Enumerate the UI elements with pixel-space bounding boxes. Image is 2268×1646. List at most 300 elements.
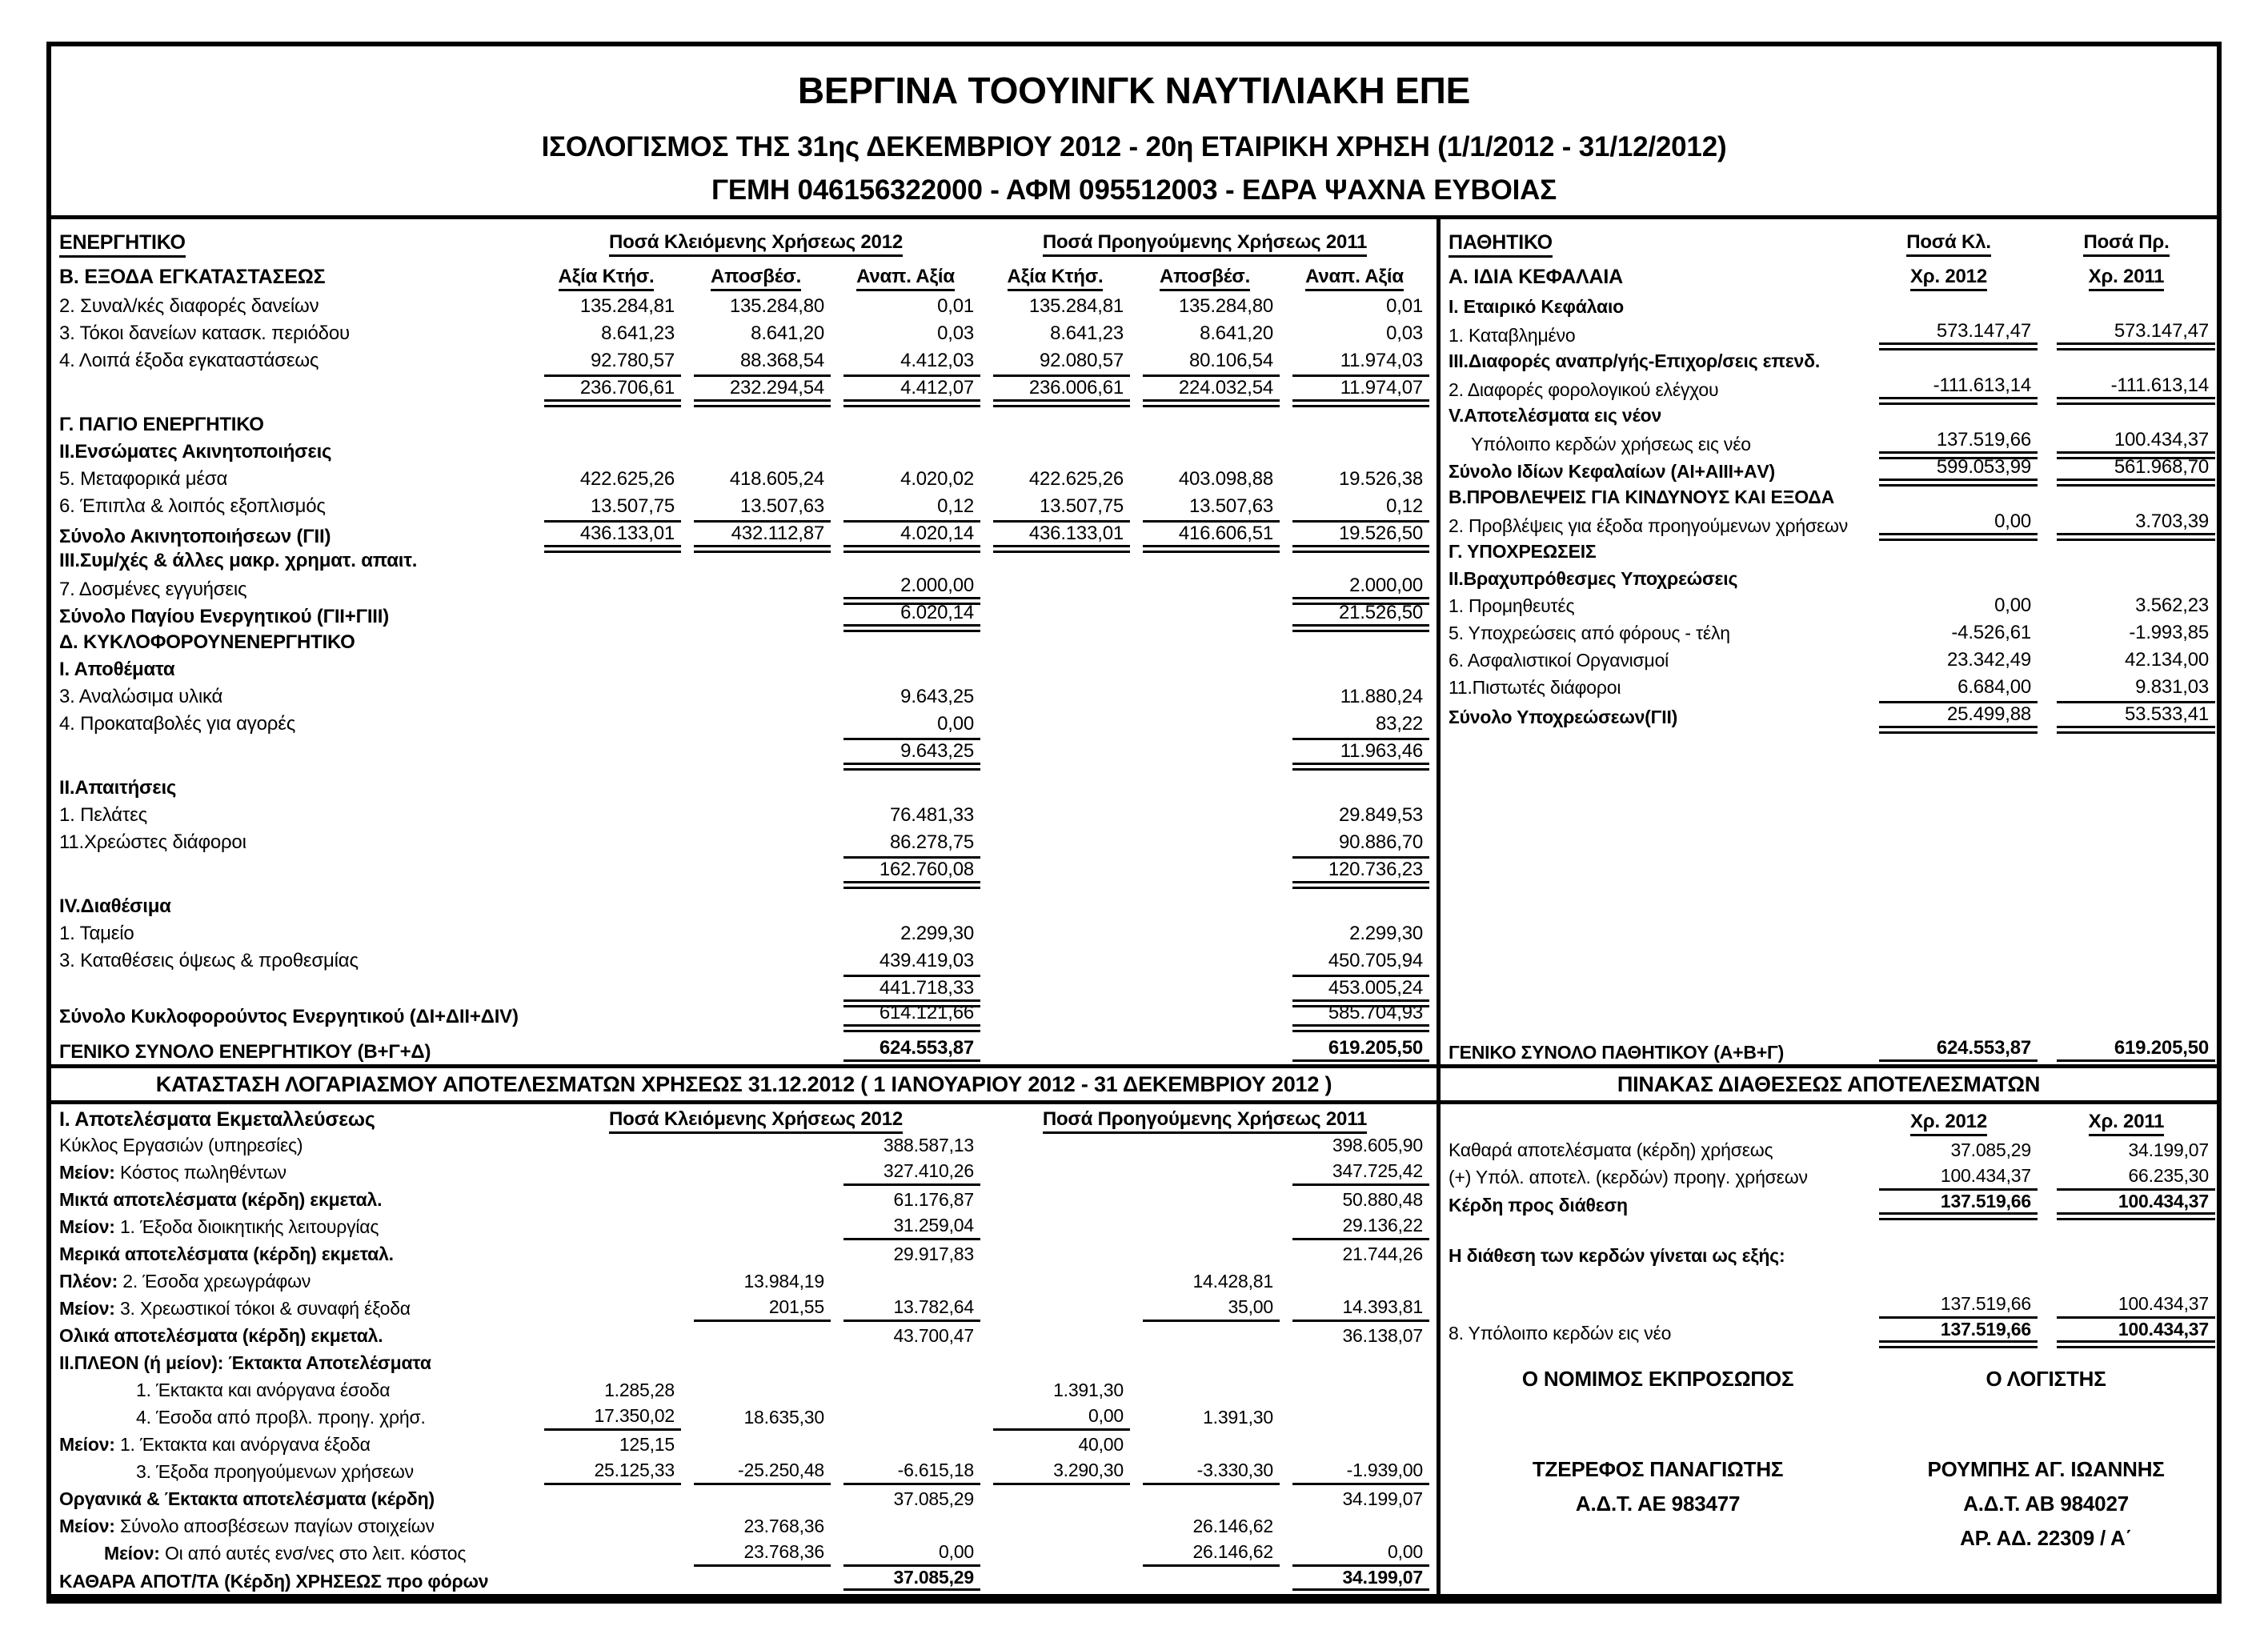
empty-cell xyxy=(694,1431,831,1458)
table-row xyxy=(51,411,1437,439)
table-row xyxy=(51,1240,1437,1268)
row-label: 6. Έπιπλα & λοιπός εξοπλισμός xyxy=(59,495,326,517)
empty-cell xyxy=(544,602,681,632)
row-label: 6. Ασφαλιστικοί Οργανισμοί xyxy=(1449,649,1669,671)
col-head: Αξία Κτήσ. xyxy=(531,266,681,288)
empty-cell xyxy=(843,1376,980,1404)
empty-cell xyxy=(2057,565,2215,592)
empty-cell xyxy=(1143,1159,1280,1186)
empty-cell xyxy=(993,1295,1130,1322)
row-label: 2. Προβλέψεις για έξοδα προηγούμενων χρήσεων xyxy=(1449,515,1849,536)
row-label: ΙΙΙ.Διαφορές αναπρ/γής-Επιχορ/σεις επενδ. xyxy=(1449,350,1821,371)
empty-cell xyxy=(1292,893,1429,920)
table-row xyxy=(51,1512,1437,1540)
empty-cell xyxy=(843,1404,980,1431)
table-row xyxy=(1441,1136,2217,1163)
empty-cell xyxy=(843,765,980,775)
empty-cell xyxy=(993,1159,1130,1186)
table-row xyxy=(1441,1319,2217,1346)
col-head: Αναπ. Αξία xyxy=(1280,266,1429,288)
amount-cell: 11.974,03 xyxy=(1340,350,1423,371)
empty-cell xyxy=(993,629,1130,656)
col-head: Ποσά Πρ. xyxy=(2038,231,2215,254)
amount-cell: 0,00 xyxy=(843,1540,980,1567)
row-label: ΚΑΘΑΡΑ ΑΠΟΤ/ΤΑ (Κέρδη) ΧΡΗΣΕΩΣ προ φόρων xyxy=(59,1571,489,1592)
col-head: Αξία Κτήσ. xyxy=(980,266,1130,288)
table-row xyxy=(51,1002,1437,1029)
empty-cell xyxy=(1143,547,1280,575)
row-label: 3. Αναλώσιμα υλικά xyxy=(59,686,223,707)
empty-cell xyxy=(544,1268,681,1295)
table-row xyxy=(51,1376,1437,1404)
empty-cell xyxy=(544,411,681,439)
table-row xyxy=(51,765,1437,775)
row-label: Γ. ΠΑΓΙΟ ΕΝΕΡΓΗΤΙΚΟ xyxy=(59,414,264,435)
amount-cell: 40,00 xyxy=(1078,1433,1124,1455)
table-row xyxy=(1441,511,2217,538)
amount-cell: 13.507,63 xyxy=(740,495,824,517)
row-label: Σύνολο Παγίου Ενεργητικού (ΓΙΙ+ΓΙΙΙ) xyxy=(59,606,390,627)
empty-cell xyxy=(1143,1376,1280,1404)
table-row xyxy=(51,629,1437,656)
empty-cell xyxy=(993,765,1130,775)
banner-appropriation: ΠΙΝΑΚΑΣ ΔΙΑΘΕΣΕΩΣ ΑΠΟΤΕΛΕΣΜΑΤΩΝ xyxy=(1617,1071,2041,1096)
empty-cell xyxy=(993,1002,1130,1032)
empty-cell xyxy=(694,920,831,947)
document-header xyxy=(51,46,2217,219)
amount-cell: 236.006,61 xyxy=(993,374,1130,407)
amount-cell: 88.368,54 xyxy=(740,350,824,371)
amount-cell: -1.993,85 xyxy=(2129,622,2209,643)
amount-cell: 624.553,87 xyxy=(1879,1037,2038,1064)
amount-cell: 422.625,26 xyxy=(1028,468,1124,490)
amount-cell: 26.146,62 xyxy=(1192,1515,1273,1536)
amount-cell: 6.684,00 xyxy=(1957,676,2031,698)
empty-cell xyxy=(544,656,681,683)
empty-cell xyxy=(1143,411,1280,439)
amount-cell: 8.641,23 xyxy=(601,322,675,344)
empty-cell xyxy=(1292,1376,1429,1404)
amount-cell: 614.121,66 xyxy=(843,1002,980,1032)
amount-cell: 31.259,04 xyxy=(843,1213,980,1240)
amount-cell: 8.641,20 xyxy=(751,322,824,344)
empty-cell xyxy=(843,1268,980,1295)
amount-cell: 327.410,26 xyxy=(843,1159,980,1186)
row-label: 1. Προμηθευτές xyxy=(1449,595,1575,616)
amount-cell: 25.125,33 xyxy=(544,1458,681,1485)
amount-cell: 26.146,62 xyxy=(1143,1540,1280,1567)
amount-cell: 0,00 xyxy=(1292,1540,1429,1567)
amount-cell: -3.330,30 xyxy=(1143,1458,1280,1485)
amount-cell: 83,22 xyxy=(1375,713,1423,735)
empty-cell xyxy=(694,1002,831,1032)
empty-cell xyxy=(694,1567,831,1594)
amount-cell: 50.880,48 xyxy=(1342,1188,1423,1210)
amount-cell: 561.968,70 xyxy=(2057,456,2215,487)
empty-cell xyxy=(993,575,1130,605)
amount-cell: 29.136,22 xyxy=(1292,1213,1429,1240)
row-label: Σύνολο Ιδίων Κεφαλαίων (ΑΙ+ΑΙΙΙ+ΑV) xyxy=(1449,460,1775,482)
empty-cell xyxy=(1143,629,1280,656)
empty-cell xyxy=(694,711,831,738)
empty-cell xyxy=(694,1376,831,1404)
empty-cell xyxy=(993,1268,1130,1295)
amount-cell: 137.519,66 xyxy=(1879,429,2038,459)
empty-cell xyxy=(843,775,980,802)
amount-cell: 11.974,07 xyxy=(1292,374,1429,407)
table-row xyxy=(51,547,1437,575)
empty-cell xyxy=(993,1485,1130,1512)
table-row xyxy=(1441,1191,2217,1218)
table-row xyxy=(51,1485,1437,1512)
section-banner xyxy=(51,1064,2217,1104)
amount-cell: 100.434,37 xyxy=(2057,1292,2215,1319)
empty-cell xyxy=(993,883,1130,893)
empty-cell xyxy=(1143,1213,1280,1240)
row-label: (+) Υπόλ. αποτελ. (κερδών) προηγ. χρήσεων xyxy=(1449,1166,1808,1187)
amount-cell: 573.147,47 xyxy=(2057,320,2215,350)
amount-cell: 0,00 xyxy=(937,713,974,735)
empty-cell xyxy=(993,1567,1130,1594)
assets-header-row xyxy=(51,224,1437,261)
row-label: 1. Ταμείο xyxy=(59,923,134,944)
table-row xyxy=(51,893,1437,920)
empty-cell xyxy=(1143,765,1280,775)
amount-cell: 201,55 xyxy=(694,1295,831,1322)
table-row xyxy=(51,402,1437,411)
amount-cell: 2.000,00 xyxy=(843,575,980,605)
empty-cell xyxy=(694,775,831,802)
empty-cell xyxy=(1292,883,1429,893)
empty-cell xyxy=(694,1485,831,1512)
empty-cell xyxy=(1879,402,2038,429)
empty-cell xyxy=(993,802,1130,829)
row-label: ΙΙ.Βραχυπρόθεσμες Υποχρεώσεις xyxy=(1449,567,1738,589)
row-label: Ι. Εταιρικό Κεφάλαιο xyxy=(1449,295,1624,317)
empty-cell xyxy=(544,683,681,711)
bottom-section xyxy=(51,1104,2217,1594)
table-row xyxy=(51,856,1437,883)
empty-cell xyxy=(1143,1131,1280,1159)
amount-cell: 3.290,30 xyxy=(993,1458,1130,1485)
amount-cell: 573.147,47 xyxy=(1879,320,2038,350)
row-label: Σύνολο Ακινητοποιήσεων (ΓΙΙ) xyxy=(59,525,331,547)
table-row xyxy=(51,1268,1437,1295)
amount-cell: 120.736,23 xyxy=(1292,856,1429,889)
empty-cell xyxy=(1143,947,1280,975)
amount-cell: 137.519,66 xyxy=(1879,1292,2038,1319)
empty-cell xyxy=(2057,402,2215,429)
col-head: Χρ. 2011 xyxy=(2038,1111,2215,1133)
amount-cell: 135.284,80 xyxy=(729,295,824,317)
amount-cell: 34.199,07 xyxy=(2128,1139,2209,1160)
table-row xyxy=(1441,647,2217,674)
row-label: 3. Έξοδα προηγούμενων χρήσεων xyxy=(136,1460,414,1482)
assets-colgroup-2012: Ποσά Κλειόμενης Χρήσεως 2012 xyxy=(531,231,980,254)
empty-cell xyxy=(2057,1218,2215,1242)
legal-representative-name: ΤΖΕΡΕΦΟΣ ΠΑΝΑΓΙΩΤΗΣ xyxy=(1532,1457,1784,1481)
empty-cell xyxy=(1143,1240,1280,1268)
amount-cell: 416.606,51 xyxy=(1143,520,1280,553)
amount-cell: 11.963,46 xyxy=(1292,738,1429,771)
amount-cell: 21.526,50 xyxy=(1292,602,1429,632)
amount-cell: -1.939,00 xyxy=(1292,1458,1429,1485)
empty-cell xyxy=(544,1002,681,1032)
table-row xyxy=(1441,429,2217,456)
empty-cell xyxy=(993,1240,1130,1268)
empty-cell xyxy=(2057,483,2215,511)
amount-cell: 137.519,66 xyxy=(1879,1191,2038,1220)
empty-cell xyxy=(694,893,831,920)
row-label: Μείον: Σύνολο αποσβέσεων παγίων στοιχείων xyxy=(59,1515,435,1536)
empty-cell xyxy=(1143,602,1280,632)
empty-cell xyxy=(694,602,831,632)
empty-cell xyxy=(843,411,980,439)
empty-cell xyxy=(993,775,1130,802)
row-label: 4. Προκαταβολές για αγορές xyxy=(59,713,296,735)
amount-cell: 34.199,07 xyxy=(1292,1567,1429,1594)
amount-cell: 90.886,70 xyxy=(1339,831,1423,853)
row-label: 4. Λοιπά έξοδα εγκαταστάσεως xyxy=(59,350,319,371)
empty-cell xyxy=(993,439,1130,466)
amount-cell: 36.138,07 xyxy=(1342,1324,1423,1346)
empty-cell xyxy=(993,920,1130,947)
amount-cell: 135.284,80 xyxy=(1178,295,1273,317)
table-row xyxy=(51,975,1437,1002)
empty-cell xyxy=(544,1131,681,1159)
amount-cell: 37.085,29 xyxy=(893,1488,974,1509)
row-label: Γ. ΥΠΟΧΡΕΩΣΕΙΣ xyxy=(1449,540,1597,562)
row-label: Μείον: 1. Έξοδα διοικητικής λειτουργίας xyxy=(59,1215,379,1237)
amount-cell: 9.643,25 xyxy=(900,686,974,707)
table-row xyxy=(1441,293,2217,320)
empty-cell xyxy=(993,1186,1130,1213)
row-label: Β.ΠΡΟΒΛΕΨΕΙΣ ΓΙΑ ΚΙΝΔΥΝΟΥΣ ΚΑΙ ΕΞΟΔΑ xyxy=(1449,486,1835,507)
empty-cell xyxy=(1292,439,1429,466)
empty-cell xyxy=(1879,1242,2038,1269)
amount-cell: 585.704,93 xyxy=(1292,1002,1429,1032)
empty-cell xyxy=(544,711,681,738)
empty-cell xyxy=(544,775,681,802)
table-row xyxy=(1441,674,2217,701)
empty-cell xyxy=(544,1540,681,1567)
amount-cell: 1.391,30 xyxy=(1203,1406,1273,1428)
empty-cell xyxy=(1143,920,1280,947)
amount-cell: 42.134,00 xyxy=(2125,649,2209,671)
table-row xyxy=(1441,456,2217,483)
empty-cell xyxy=(1292,656,1429,683)
amount-cell: -111.613,14 xyxy=(1879,374,2038,405)
empty-cell xyxy=(843,439,980,466)
empty-cell xyxy=(1143,439,1280,466)
amount-cell: 1.391,30 xyxy=(1053,1379,1124,1400)
amount-cell: 13.507,63 xyxy=(1189,495,1273,517)
empty-cell xyxy=(993,602,1130,632)
empty-cell xyxy=(544,439,681,466)
empty-cell xyxy=(694,1186,831,1213)
table-row xyxy=(1441,1218,2217,1242)
amount-cell: 4.412,07 xyxy=(843,374,980,407)
empty-cell xyxy=(1143,1349,1280,1376)
empty-cell xyxy=(694,656,831,683)
empty-cell xyxy=(1292,765,1429,775)
empty-cell xyxy=(1143,883,1280,893)
main-section xyxy=(51,219,2217,1064)
row-label: ΙΙ.ΠΛΕΟΝ (ή μείον): Έκτακτα Αποτελέσματα xyxy=(59,1352,431,1373)
empty-cell xyxy=(1292,1268,1429,1295)
empty-cell xyxy=(993,829,1130,856)
empty-cell xyxy=(544,920,681,947)
empty-cell xyxy=(1143,1037,1280,1064)
empty-cell xyxy=(544,1295,681,1322)
amount-cell: 13.782,64 xyxy=(843,1295,980,1322)
row-label: 1. Έκτακτα και ανόργανα έσοδα xyxy=(136,1379,391,1400)
amount-cell: 3.703,39 xyxy=(2057,511,2215,541)
amount-cell: 432.112,87 xyxy=(694,520,831,553)
table-row xyxy=(51,575,1437,602)
row-label: ΙΙ.Ενσώματες Ακινητοποιήσεις xyxy=(59,441,332,463)
empty-cell xyxy=(1292,629,1429,656)
amount-cell: 398.605,90 xyxy=(1332,1134,1423,1155)
amount-cell: 37.085,29 xyxy=(1950,1139,2031,1160)
table-row xyxy=(51,520,1437,547)
empty-cell xyxy=(694,883,831,893)
table-row xyxy=(51,1159,1437,1186)
empty-cell xyxy=(694,765,831,775)
table-row xyxy=(51,1431,1437,1458)
row-label: 11.Χρεώστες διάφοροι xyxy=(59,831,246,853)
empty-cell xyxy=(1292,775,1429,802)
empty-cell xyxy=(993,1349,1130,1376)
row-label: 1. Πελάτες xyxy=(59,804,147,826)
table-row xyxy=(51,947,1437,975)
empty-cell xyxy=(1292,1404,1429,1431)
empty-cell xyxy=(1879,293,2038,320)
amount-cell: 403.098,88 xyxy=(1178,468,1273,490)
col-head: Αποσβέσ. xyxy=(1130,266,1280,288)
row-label: Πλέον: 2. Έσοδα χρεωγράφων xyxy=(59,1270,311,1292)
legal-representative-id: Α.Δ.Τ. ΑΕ 983477 xyxy=(1575,1492,1741,1516)
empty-cell xyxy=(544,1485,681,1512)
table-row xyxy=(51,802,1437,829)
liabilities-title: ΠΑΘΗΤΙΚΟ xyxy=(1441,231,1860,254)
appropriation-pane xyxy=(1441,1104,2217,1594)
amount-cell: 0,01 xyxy=(1386,295,1423,317)
empty-cell xyxy=(1879,483,2038,511)
table-row xyxy=(1441,538,2217,565)
accountant-title: Ο ΛΟΓΙΣΤΗΣ xyxy=(1986,1367,2106,1391)
amount-cell: 2.299,30 xyxy=(1349,923,1423,944)
row-label: Μείον: Οι από αυτές ενσ/νες στο λειτ. κόστος xyxy=(104,1542,467,1564)
accountant-license: ΑΡ. ΑΔ. 22309 / Α΄ xyxy=(1960,1526,2133,1550)
empty-cell xyxy=(544,1567,681,1594)
empty-cell xyxy=(843,1349,980,1376)
empty-cell xyxy=(544,402,681,411)
empty-cell xyxy=(694,683,831,711)
table-row xyxy=(51,293,1437,320)
table-row xyxy=(51,1567,1437,1594)
amount-cell: -111.613,14 xyxy=(2057,374,2215,405)
empty-cell xyxy=(993,683,1130,711)
table-row xyxy=(51,1540,1437,1567)
legal-representative-signature xyxy=(1441,1367,1875,1551)
liabilities-table xyxy=(1441,219,2217,1064)
empty-cell xyxy=(544,1349,681,1376)
empty-cell xyxy=(993,1322,1130,1349)
amount-cell: 125,15 xyxy=(619,1433,675,1455)
table-row xyxy=(1441,402,2217,429)
amount-cell: 23.342,49 xyxy=(1947,649,2031,671)
amount-cell: 0,00 xyxy=(1879,511,2038,541)
empty-cell xyxy=(843,402,980,411)
liabilities-section-a: Α. ΙΔΙΑ ΚΕΦΑΛΑΙΑ xyxy=(1449,265,1623,288)
empty-cell xyxy=(993,893,1130,920)
balance-sheet-page xyxy=(46,42,2222,1604)
empty-cell xyxy=(544,802,681,829)
row-label: Μείον: 1. Έκτακτα και ανόργανα έξοδα xyxy=(59,1433,371,1455)
table-row xyxy=(51,1349,1437,1376)
table-row xyxy=(1441,619,2217,647)
row-label: 5. Υποχρεώσεις από φόρους - τέλη xyxy=(1449,622,1730,643)
empty-cell xyxy=(993,547,1130,575)
amount-cell: 418.605,24 xyxy=(729,468,824,490)
table-row xyxy=(51,1404,1437,1431)
row-label: Κύκλος Εργασιών (υπηρεσίες) xyxy=(59,1134,303,1155)
empty-cell xyxy=(993,1131,1130,1159)
row-label: ΓΕΝΙΚΟ ΣΥΝΟΛΟ ΕΝΕΡΓΗΤΙΚΟΥ (Β+Γ+Δ) xyxy=(59,1041,431,1063)
amount-cell: 422.625,26 xyxy=(579,468,675,490)
table-row xyxy=(1441,565,2217,592)
amount-cell: 450.705,94 xyxy=(1328,950,1423,971)
empty-cell xyxy=(1143,1002,1280,1032)
empty-cell xyxy=(1292,1349,1429,1376)
accountant-signature xyxy=(1875,1367,2217,1551)
company-name: ΒΕΡΓΙΝΑ ΤΟΟΥΙΝΓΚ ΝΑΥΤΙΛΙΑΚΗ ΕΠΕ xyxy=(797,70,1471,111)
empty-cell xyxy=(993,1512,1130,1540)
empty-cell xyxy=(544,947,681,975)
empty-cell xyxy=(1292,411,1429,439)
amount-cell: 137.519,66 xyxy=(1879,1319,2038,1348)
row-label: 11.Πιστωτές διάφοροι xyxy=(1449,676,1621,698)
empty-cell xyxy=(544,1322,681,1349)
amount-cell: 34.199,07 xyxy=(1342,1488,1423,1509)
amount-cell: 13.507,75 xyxy=(591,495,675,517)
amount-cell: 35,00 xyxy=(1143,1295,1280,1322)
table-row xyxy=(51,439,1437,466)
amount-cell: 3.562,23 xyxy=(2135,595,2209,616)
empty-cell xyxy=(1143,656,1280,683)
amount-cell: 17.350,02 xyxy=(544,1404,681,1431)
empty-cell xyxy=(694,802,831,829)
amount-cell: 162.760,08 xyxy=(843,856,980,889)
empty-cell xyxy=(544,883,681,893)
accountant-id: Α.Δ.Τ. ΑΒ 984027 xyxy=(1963,1492,2129,1516)
table-row xyxy=(51,1037,1437,1064)
row-label: V.Αποτελέσματα εις νέον xyxy=(1449,404,1662,426)
row-label: Κέρδη προς διάθεση xyxy=(1449,1195,1628,1215)
amount-cell: 0,01 xyxy=(937,295,974,317)
empty-cell xyxy=(544,1037,681,1064)
empty-cell xyxy=(694,1037,831,1064)
assets-colgroup-2011: Ποσά Προηγούμενης Χρήσεως 2011 xyxy=(980,231,1429,254)
table-row xyxy=(1441,374,2217,402)
table-row xyxy=(51,466,1437,493)
row-label: 4. Έσοδα από προβλ. προηγ. χρήσ. xyxy=(136,1406,426,1428)
row-label: Μείον: Κόστος πωληθέντων xyxy=(59,1161,287,1183)
amount-cell: -4.526,61 xyxy=(1951,622,2031,643)
appropriation-table-body xyxy=(1441,1136,2217,1346)
empty-cell xyxy=(2057,1269,2215,1292)
